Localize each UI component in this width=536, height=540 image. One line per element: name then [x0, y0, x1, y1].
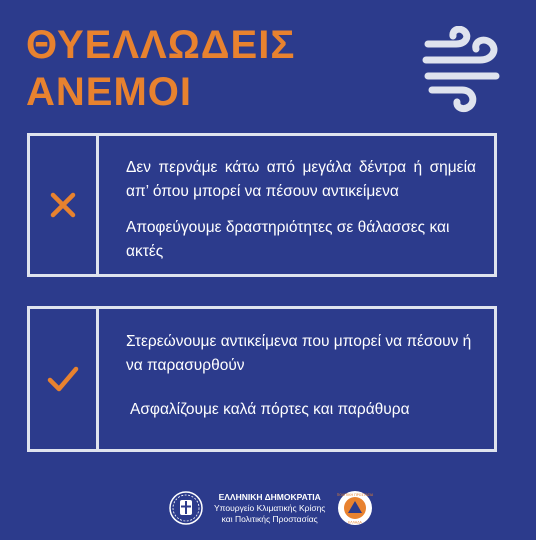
- republic-label: ΕΛΛΗΝΙΚΗ ΔΗΜΟΚΡΑΤΙΑ: [218, 491, 321, 502]
- card-divider: [96, 136, 99, 274]
- title-line-2: ΑΝΕΜΟΙ: [26, 70, 192, 114]
- civil-protection-logo-icon: [337, 490, 373, 526]
- dont-item: Δεν περνάμε κάτω από μεγάλα δέντρα ή σημεία απ’ όπου μπορεί να πέσουν αντικείμενα: [126, 159, 476, 200]
- card-divider: [96, 309, 99, 449]
- ministry-label-1: Υπουργείο Κλιματικής Κρίσης: [214, 502, 326, 513]
- svg-text:ΠΟΛΙΤΙΚΗ ΠΡΟΣΤΑΣΙΑ: ΠΟΛΙΤΙΚΗ ΠΡΟΣΤΑΣΙΑ: [337, 493, 374, 497]
- do-item: Στερεώνουμε αντικείμενα που μπορεί να πέσουν ή να παρασυρθούν: [126, 333, 472, 374]
- dont-list: [126, 136, 476, 274]
- do-card: [27, 306, 497, 452]
- ministry-text: [214, 492, 325, 525]
- wind-icon: [418, 26, 510, 118]
- greek-coat-of-arms-icon: [168, 490, 204, 526]
- do-item: Ασφαλίζουμε καλά πόρτες και παράθυρα: [130, 401, 410, 418]
- dont-card: [27, 133, 497, 277]
- page-title: [26, 22, 295, 116]
- title-line-1: ΘΥΕΛΛΩΔΕΙΣ: [26, 23, 296, 67]
- check-icon: [46, 365, 80, 393]
- do-list: [126, 309, 476, 449]
- cross-icon: [50, 192, 76, 218]
- footer: [168, 486, 373, 530]
- svg-text:ΕΛΛΑΔΑ: ΕΛΛΑΔΑ: [348, 520, 363, 525]
- ministry-label-2: και Πολιτικής Προστασίας: [221, 513, 318, 524]
- dont-item: Αποφεύγουμε δραστηριότητες σε θάλασσες και ακτές: [126, 219, 450, 260]
